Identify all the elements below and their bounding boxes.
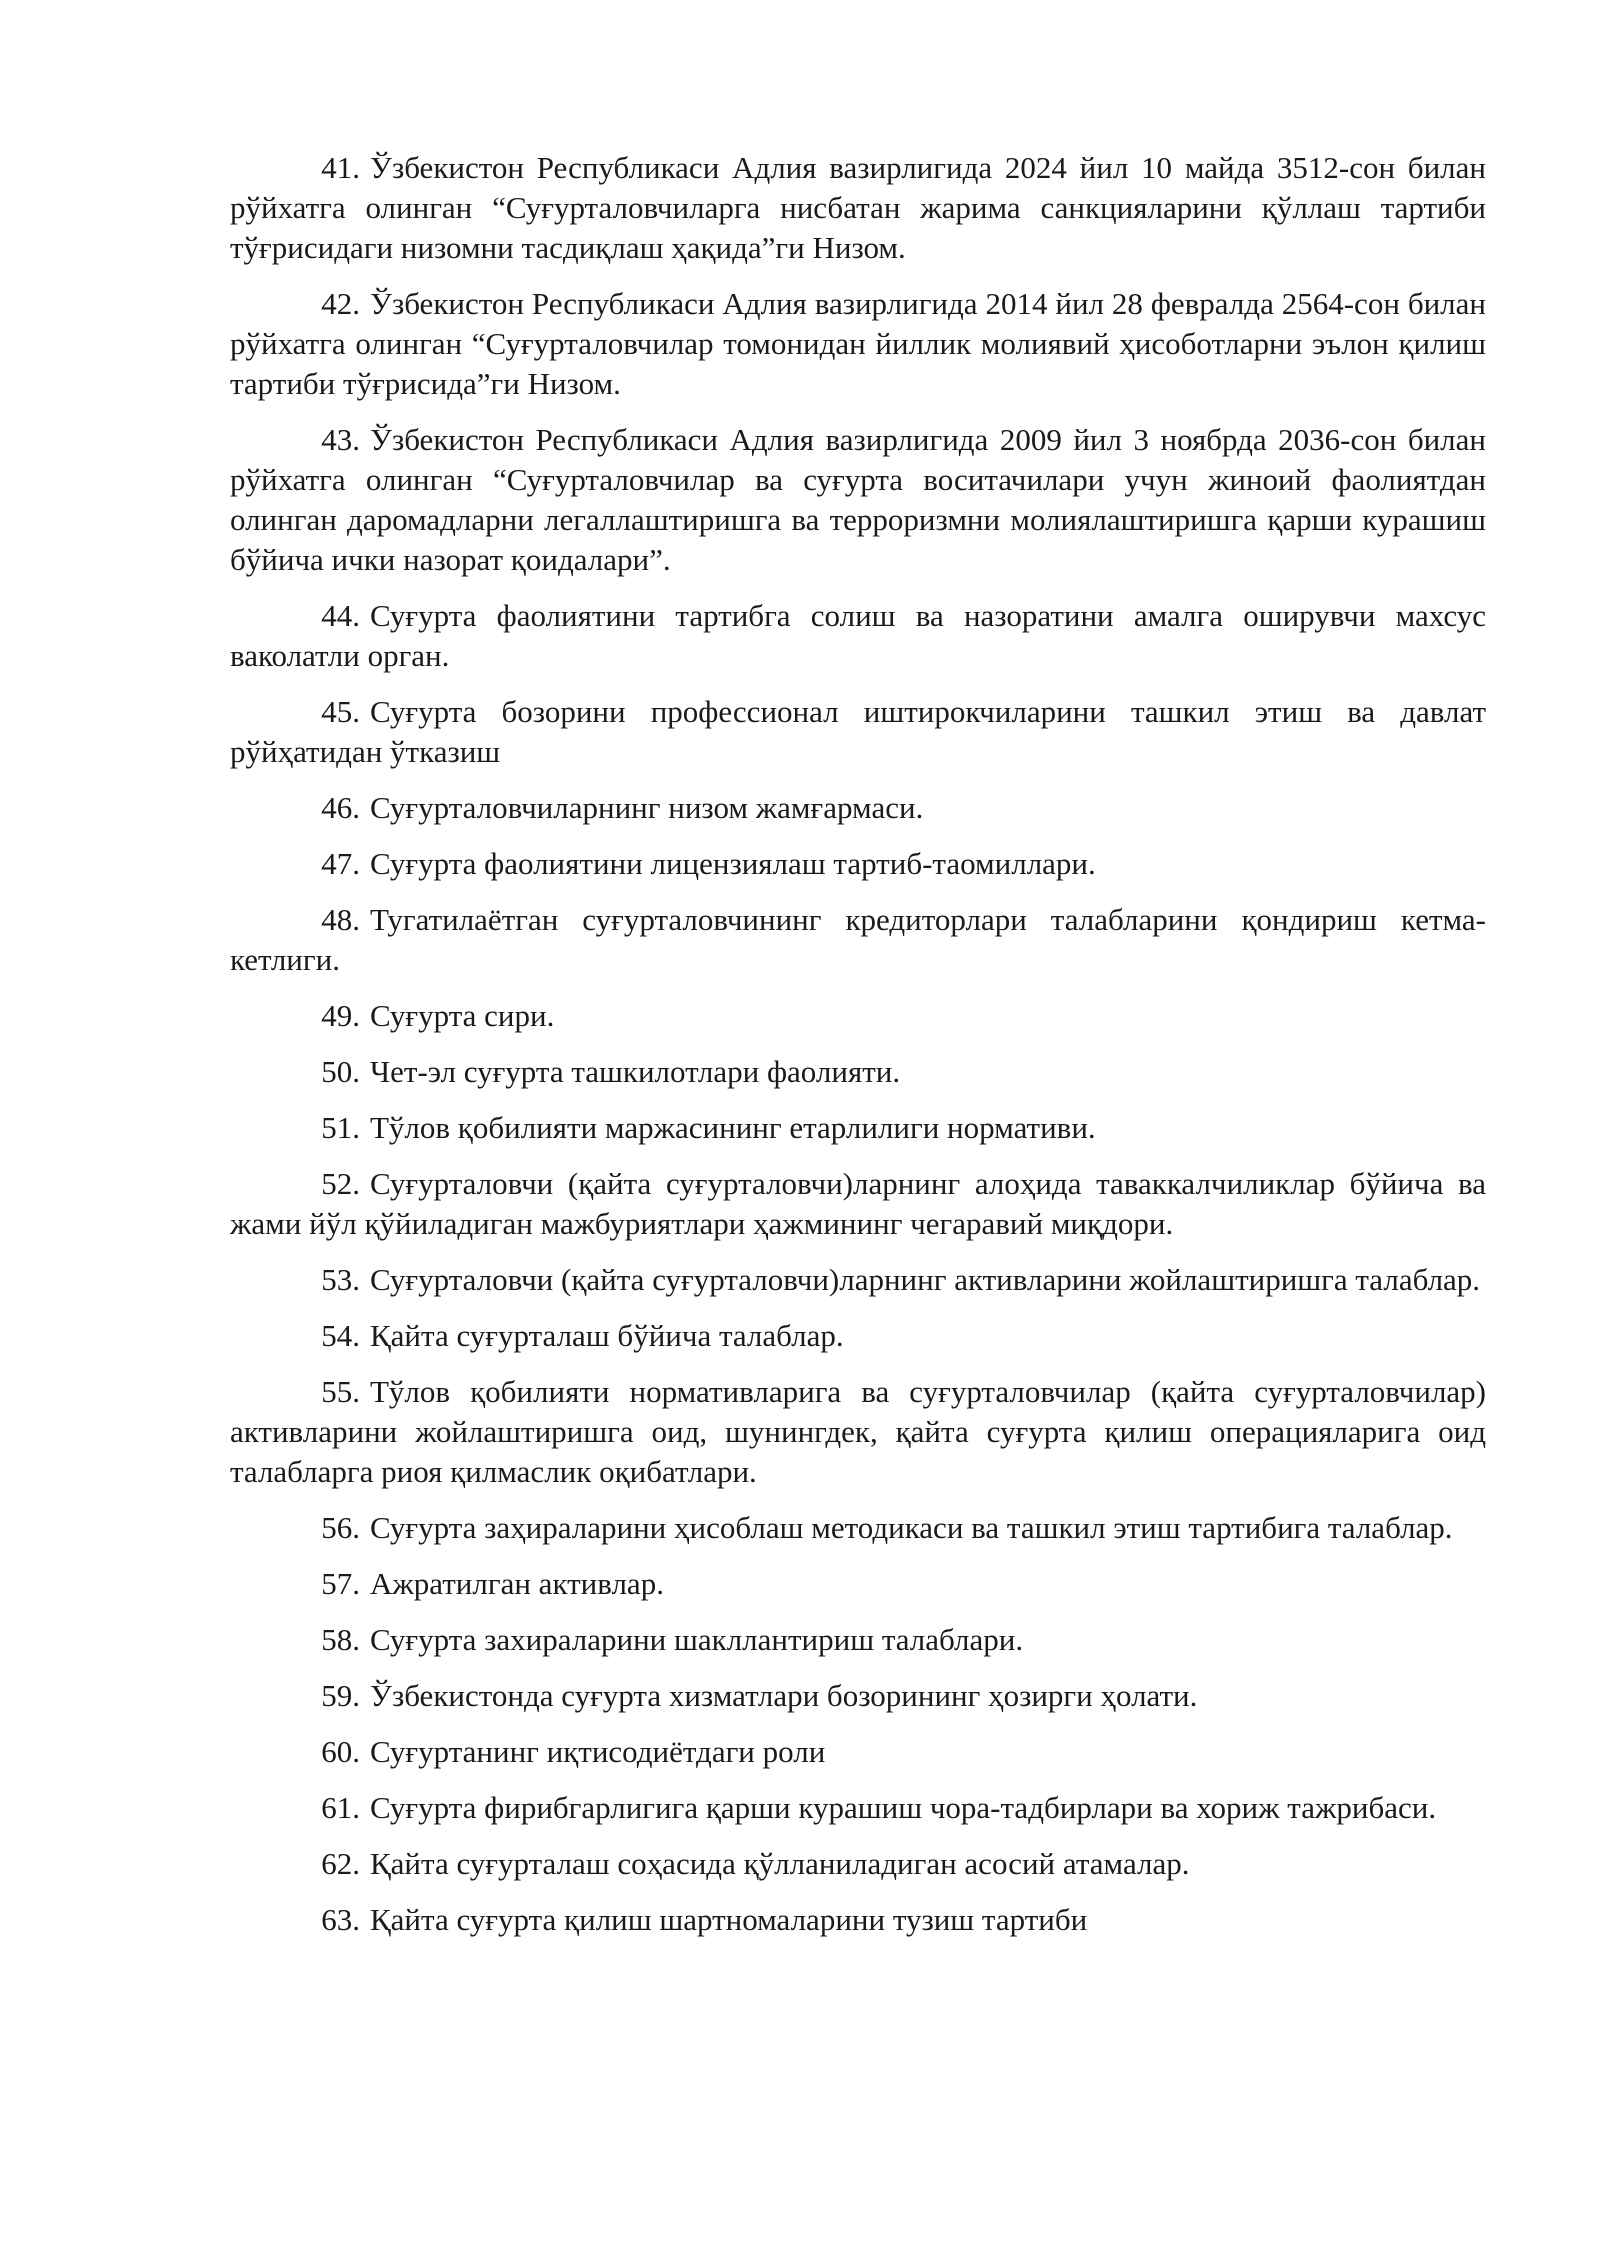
- item-number: 63.: [321, 1902, 360, 1937]
- item-number: 41.: [321, 150, 360, 185]
- item-number: 45.: [321, 694, 360, 729]
- list-item: [230, 1676, 1486, 1716]
- item-number: 44.: [321, 598, 360, 633]
- item-text: Ўзбекистон Республикаси Адлия вазирлигида 2009 йил 3 ноябрда 2036-сон билан рўйхатга олинган “Суғурталовчилар ва суғурта воситачилари учун жиноий фаолиятдан олинган даромадларни легаллаштиришга ва терроризмни молиялаштиришга қарши курашиш бўйича ички назорат қоидалари”.: [230, 422, 1486, 577]
- item-number: 56.: [321, 1510, 360, 1545]
- list-item: [230, 1620, 1486, 1660]
- list-item: [230, 1564, 1486, 1604]
- item-text: Суғурталовчи (қайта суғурталовчи)ларнинг алоҳида таваккалчиликлар бўйича ва жами йўл қўйиладиган мажбуриятлари ҳажмининг чегаравий миқдори.: [230, 1166, 1486, 1241]
- item-text: Суғурталовчиларнинг низом жамғармаси.: [370, 790, 924, 825]
- list-item: [230, 1844, 1486, 1884]
- list-item: [230, 900, 1486, 980]
- item-number: 60.: [321, 1734, 360, 1769]
- list-item: [230, 1316, 1486, 1356]
- list-item: [230, 996, 1486, 1036]
- list-item: [230, 788, 1486, 828]
- item-text: Суғурта фирибгарлигига қарши курашиш чора-тадбирлари ва хориж тажрибаси.: [370, 1790, 1437, 1825]
- item-text: Суғуртанинг иқтисодиётдаги роли: [370, 1734, 826, 1769]
- item-number: 52.: [321, 1166, 360, 1201]
- list-item: [230, 692, 1486, 772]
- item-number: 57.: [321, 1566, 360, 1601]
- item-number: 54.: [321, 1318, 360, 1353]
- item-number: 42.: [321, 286, 360, 321]
- item-number: 61.: [321, 1790, 360, 1825]
- list-item: [230, 148, 1486, 268]
- item-text: Қайта суғурталаш бўйича талаблар.: [370, 1318, 844, 1353]
- list-item: [230, 1260, 1486, 1300]
- list-item: [230, 1508, 1486, 1548]
- list-item: [230, 1900, 1486, 1940]
- item-number: 51.: [321, 1110, 360, 1145]
- item-text: Ўзбекистон Республикаси Адлия вазирлигида 2014 йил 28 февралда 2564-сон билан рўйхатга олинган “Суғурталовчилар томонидан йиллик молиявий ҳисоботларни эълон қилиш тартиби тўғрисида”ги Низом.: [230, 286, 1486, 401]
- numbered-list: [230, 148, 1486, 1956]
- item-number: 58.: [321, 1622, 360, 1657]
- item-text: Суғурта фаолиятини тартибга солиш ва назоратини амалга оширувчи махсус ваколатли орган.: [230, 598, 1486, 673]
- item-text: Ўзбекистон Республикаси Адлия вазирлигида 2024 йил 10 майда 3512-сон билан рўйхатга олинган “Суғурталовчиларга нисбатан жарима санкцияларини қўллаш тартиби тўғрисидаги низомни тасдиқлаш ҳақида”ги Низом.: [230, 150, 1486, 265]
- item-text: Қайта суғурталаш соҳасида қўлланиладиган асосий атамалар.: [370, 1846, 1190, 1881]
- item-number: 48.: [321, 902, 360, 937]
- item-text: Қайта суғурта қилиш шартномаларини тузиш тартиби: [370, 1902, 1088, 1937]
- item-text: Суғурта фаолиятини лицензиялаш тартиб-таомиллари.: [370, 846, 1096, 881]
- list-item: [230, 1788, 1486, 1828]
- list-item: [230, 1372, 1486, 1492]
- list-item: [230, 1164, 1486, 1244]
- list-item: [230, 1052, 1486, 1092]
- item-text: Суғурталовчи (қайта суғурталовчи)ларнинг активларини жойлаштиришга талаблар.: [370, 1262, 1481, 1297]
- list-item: [230, 596, 1486, 676]
- item-text: Суғурта бозорини профессионал иштирокчиларини ташкил этиш ва давлат рўйҳатидан ўтказиш: [230, 694, 1486, 769]
- item-number: 43.: [321, 422, 360, 457]
- item-text: Тўлов қобилияти маржасининг етарлилиги нормативи.: [370, 1110, 1096, 1145]
- list-item: [230, 1732, 1486, 1772]
- item-text: Суғурта захираларини шакллантириш талаблари.: [370, 1622, 1024, 1657]
- item-text: Суғурта сири.: [370, 998, 555, 1033]
- item-text: Ажратилган активлар.: [370, 1566, 664, 1601]
- item-number: 59.: [321, 1678, 360, 1713]
- item-number: 46.: [321, 790, 360, 825]
- list-item: [230, 1108, 1486, 1148]
- item-text: Ўзбекистонда суғурта хизматлари бозорининг ҳозирги ҳолати.: [370, 1678, 1198, 1713]
- list-item: [230, 420, 1486, 580]
- item-number: 62.: [321, 1846, 360, 1881]
- item-text: Чет-эл суғурта ташкилотлари фаолияти.: [370, 1054, 901, 1089]
- item-number: 55.: [321, 1374, 360, 1409]
- list-item: [230, 844, 1486, 884]
- item-text: Тўлов қобилияти нормативларига ва суғурталовчилар (қайта суғурталовчилар) активларини жойлаштиришга оид, шунингдек, қайта суғурта қилиш операцияларига оид талабларга риоя қилмаслик оқибатлари.: [230, 1374, 1486, 1489]
- item-number: 49.: [321, 998, 360, 1033]
- item-number: 50.: [321, 1054, 360, 1089]
- item-number: 47.: [321, 846, 360, 881]
- list-item: [230, 284, 1486, 404]
- item-text: Тугатилаётган суғурталовчининг кредиторлари талабларини қондириш кетма-кетлиги.: [230, 902, 1486, 977]
- item-number: 53.: [321, 1262, 360, 1297]
- item-text: Суғурта заҳираларини ҳисоблаш методикаси ва ташкил этиш тартибига талаблар.: [370, 1510, 1453, 1545]
